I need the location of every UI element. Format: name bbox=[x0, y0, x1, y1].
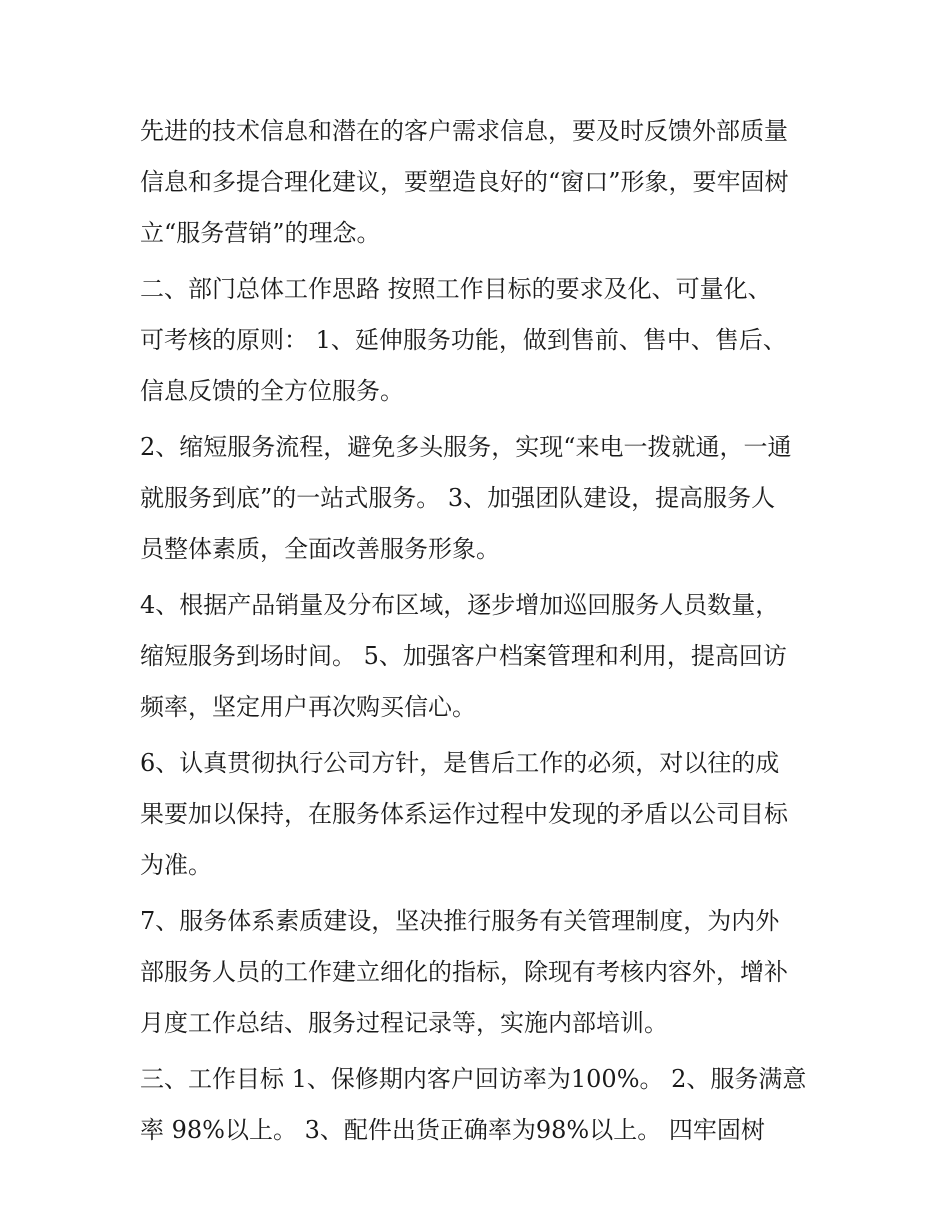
text-line: 信息反馈的全方位服务。 bbox=[140, 377, 404, 405]
text-line: 4、根据产品销量及分布区域，逐步增加巡回服务人员数量， bbox=[140, 591, 780, 619]
text-line: 缩短服务到场时间。 5、加强客户档案管理和利用，提高回访 bbox=[140, 642, 787, 670]
paragraph-item-4-5 bbox=[140, 580, 820, 733]
text-line: 频率，坚定用户再次购买信心。 bbox=[140, 693, 476, 721]
paragraph-item-2-3 bbox=[140, 422, 820, 575]
text-line: 三、工作目标 1、保修期内客户回访率为100%。 2、服务满意 bbox=[140, 1065, 807, 1093]
text-line: 为准。 bbox=[140, 851, 212, 879]
text-line: 2、缩短服务流程，避免多头服务，实现“来电一拨就通，一通 bbox=[140, 433, 792, 461]
document-body bbox=[140, 106, 820, 1161]
text-line: 先进的技术信息和潜在的客户需求信息，要及时反馈外部质量 bbox=[140, 117, 788, 145]
paragraph-item-7 bbox=[140, 896, 820, 1049]
text-line: 果要加以保持，在服务体系运作过程中发现的矛盾以公司目标 bbox=[140, 800, 788, 828]
text-line: 6、认真贯彻执行公司方针，是售后工作的必须，对以往的成 bbox=[140, 749, 780, 777]
text-line: 二、部门总体工作思路 按照工作目标的要求及化、可量化、 bbox=[140, 275, 772, 303]
paragraph-section-two-intro bbox=[140, 264, 820, 417]
text-line: 信息和多提合理化建议，要塑造良好的“窗口”形象，要牢固树 bbox=[140, 168, 789, 196]
text-line: 率 98%以上。 3、配件出货正确率为98%以上。 四牢固树 bbox=[140, 1116, 765, 1144]
text-line: 员整体素质，全面改善服务形象。 bbox=[140, 535, 500, 563]
text-line: 7、服务体系素质建设，坚决推行服务有关管理制度，为内外 bbox=[140, 907, 780, 935]
text-line: 月度工作总结、服务过程记录等，实施内部培训。 bbox=[140, 1009, 668, 1037]
text-line: 部服务人员的工作建立细化的指标，除现有考核内容外，增补 bbox=[140, 958, 788, 986]
text-line: 可考核的原则： 1、延伸服务功能，做到售前、售中、售后、 bbox=[140, 326, 787, 354]
paragraph-section-three-goals bbox=[140, 1054, 820, 1156]
paragraph-item-6 bbox=[140, 738, 820, 891]
text-line: 立“服务营销”的理念。 bbox=[140, 219, 381, 247]
text-line: 就服务到底”的一站式服务。 3、加强团队建设，提高服务人 bbox=[140, 484, 776, 512]
paragraph-service-philosophy bbox=[140, 106, 820, 259]
